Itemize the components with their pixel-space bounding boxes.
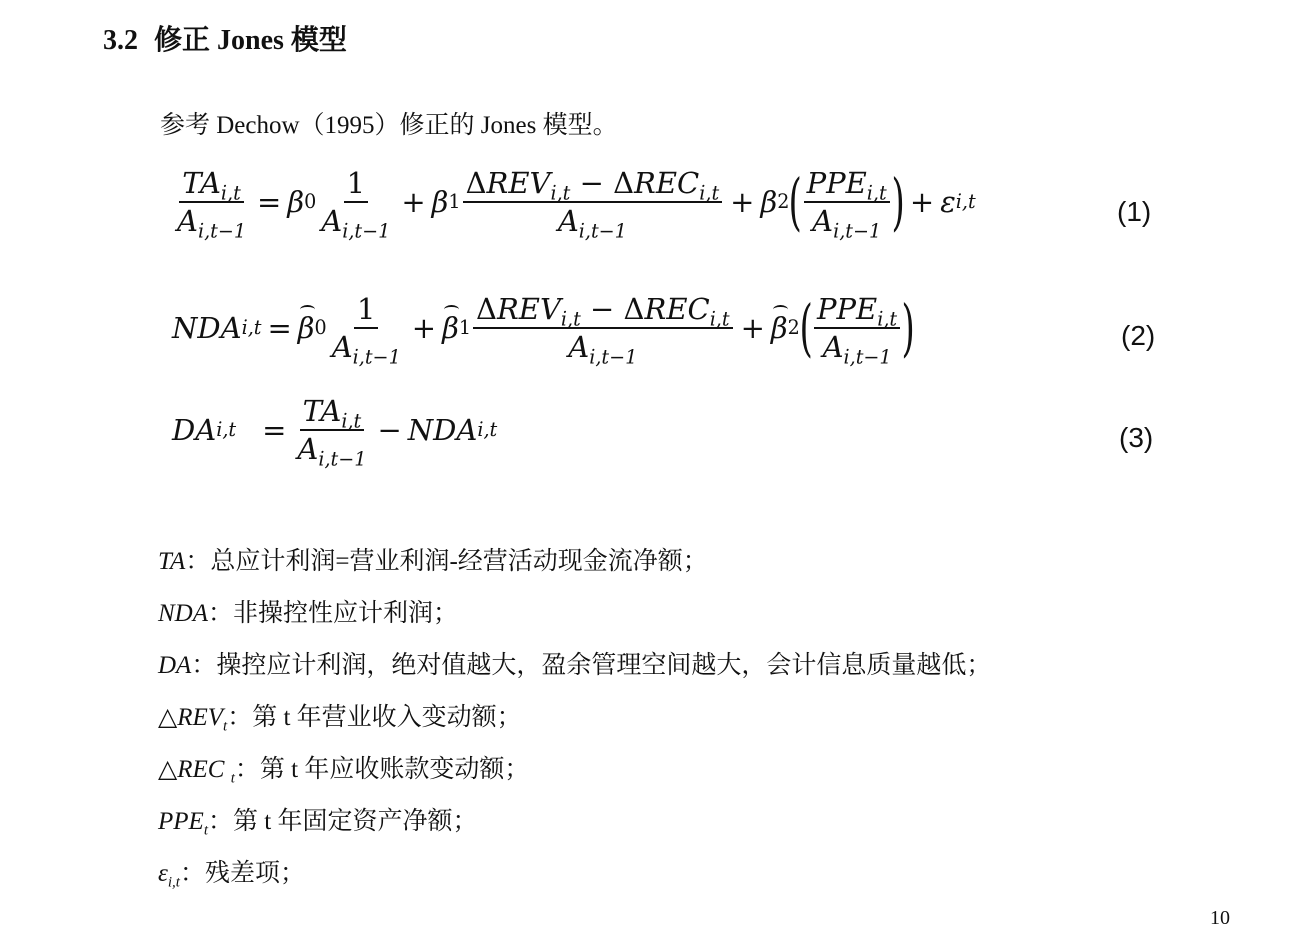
equation-1-label: (1) xyxy=(1117,196,1152,227)
definition-nda: NDA：非操控性应计利润； xyxy=(158,600,459,627)
equation-2-label: (2) xyxy=(1121,320,1156,351)
eq1-term2-fraction: $\frac{\Delta REV_{i,t} - \Delta REC_{i,t}}{A_{i,t-1}}$ xyxy=(463,168,723,237)
definition-delta-rec: △REC $_t$：第 t 年应收账款变动额； xyxy=(158,756,530,787)
section-number: 3.2 xyxy=(103,25,138,56)
equation-1: $\frac{TA_{i,t}}{A_{i,t-1}}$ = β 0 $\frac{1}{A_{i,t-1}}$ + β 1 $\frac{\Delta REV_{i,t} - \Delta REC_{i,t}}{A_{i,t-1}}$ + β 2 ( $\frac{PPE_{i,t}}{A_{i,t-1}}$ ) + ε i,t xyxy=(172,168,976,237)
equation-2: NDA i,t = β 0 $\frac{1}{A_{i,t-1}}$ + β 1 $\frac{\Delta REV_{i,t} - \Delta REC_{i,t}}{A_{i,t-1}}$ + β 2 ( $\frac{PPE_{i,t}}{A_{i,t-1}}$ ) xyxy=(172,291,915,370)
eq1-term3-fraction: $\frac{PPE_{i,t}}{A_{i,t-1}}$ xyxy=(804,168,890,237)
eq1-lhs-fraction: $\frac{TA_{i,t}}{A_{i,t-1}}$ xyxy=(177,166,247,244)
eq2-term2-fraction: $\frac{\Delta REV_{i,t} - \Delta REC_{i,t}}{A_{i,t-1}}$ xyxy=(473,294,733,363)
section-title: 修正 Jones 模型 xyxy=(154,25,347,56)
definition-epsilon: $\varepsilon_{i,t}$：残差项； xyxy=(158,860,305,891)
definition-da: DA：操控应计利润，绝对值越大，盈余管理空间越大，会计信息质量越低； xyxy=(158,652,992,679)
page-number: 10 xyxy=(1210,907,1230,929)
intro-paragraph: 参考 Dechow（1995）修正的 Jones 模型。 xyxy=(160,112,618,139)
section-heading xyxy=(103,18,347,58)
equation-3: DA i,t = $\frac{TA_{i,t}}{A_{i,t-1}}$ − NDA i,t xyxy=(172,394,498,472)
eq2-term1-fraction: $\frac{1}{A_{i,t-1}}$ xyxy=(331,292,401,370)
eq1-term1-fraction: $\frac{1}{A_{i,t-1}}$ xyxy=(321,166,391,244)
definition-delta-rev: $\triangle REV_t$：第 t 年营业收入变动额； xyxy=(158,704,522,735)
eq3-fraction: $\frac{TA_{i,t}}{A_{i,t-1}}$ xyxy=(297,394,367,472)
definition-ppe: $PPE_t$：第 t 年固定资产净额； xyxy=(158,808,478,839)
definition-ta: TA：总应计利润=营业利润-经营活动现金流净额； xyxy=(158,548,708,575)
equation-3-label: (3) xyxy=(1119,422,1154,453)
eq2-term3-fraction: $\frac{PPE_{i,t}}{A_{i,t-1}}$ xyxy=(814,294,900,363)
